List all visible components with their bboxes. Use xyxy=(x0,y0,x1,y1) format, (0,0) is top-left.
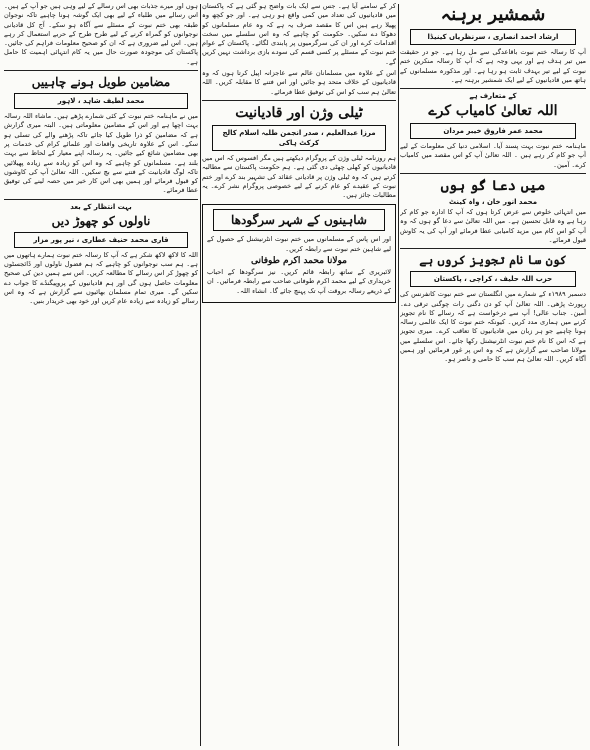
column-separator xyxy=(200,4,201,746)
pray-title: میں دعا گو ہوں xyxy=(440,178,546,195)
dua-title: اللہ تعالیٰ کامیاب کرے xyxy=(428,103,558,120)
left-column xyxy=(4,2,198,748)
novel-byline: قاری محمد حنیف عطاری ، نیر پور مزار xyxy=(14,232,188,248)
tv-title: ٹیلی وژن اور قادیانیت xyxy=(235,104,363,121)
name-title: کون سا نام تجویز کروں ہے xyxy=(419,253,567,268)
sargodha-box xyxy=(202,204,396,302)
long-byline: محمد لطیف شاہد ، لاہور xyxy=(14,93,188,109)
novel-title: ناولوں کو چھوڑ دیں xyxy=(51,213,151,228)
right-column xyxy=(400,2,586,748)
divider xyxy=(400,173,586,174)
heading-title: شمشیر برہنہ xyxy=(440,4,546,25)
name-body: دسمبر ۱۹۸۹ء کے شمارے میں انگلستان سے ختم نبوت کانفرنس کی رپورٹ پڑھی۔ اللہ تعالیٰ آپ کو دن دگنی رات چوگنی ترقی دے۔ آمین۔ جناب عالی! آپ سے درخواست ہے کہ رسالے کا نام تجویز کرنے میں ہماری مدد کریں۔ کیونکہ ختم نبوت کا ایک عالمی رسالہ ہونا چاہیے جو ہر زبان میں قادیانیوں کا تعاقب کرے۔ میری تجویز ہے کہ اس کا نام ختم نبوت انٹرنیشنل رکھا جائے۔ اس سلسلے میں مولانا صاحب سے گزارش ہے کہ وہ اس پر غور فرمائیں اور ہمیں آگاہ کریں۔ اللہ تعالیٰ ہم سب کا حامی و ناصر ہو۔ xyxy=(400,290,586,364)
tv-byline: مرزا عبدالعلیم ، صدر انجمن طلبہ اسلام کالج کرکٹ ہاکی xyxy=(212,125,386,151)
pray-body: میں انتہائی خلوص سے عرض کرتا ہوں کہ آپ کا ادارہ جو کام کر رہا ہے وہ قابل تحسین ہے۔ میں اللہ تعالیٰ سے دعا گو ہوں کہ وہ آپ کو اس کام میں مزید کامیابی عطا فرمائے اور آپ کی یہ کاوش قبول فرمائے۔ xyxy=(400,208,586,244)
heading-byline: ارشاد احمد انصاری ، سرنظریاں کینیڈا xyxy=(410,29,576,45)
left-top-body: ہوں اور میرے جذبات بھی اس رسالے کے لیے وہی ہیں جو آپ کے ہیں۔ اس رسالے میں طلباء کے لیے بھی ایک گوشہ ہونا چاہیے تاکہ نوجوان طبقہ بھی ختم نبوت کے مسئلے سے آگاہ ہو سکے۔ آج کل قادیانی نوجوانوں کو گمراہ کرنے کے لیے طرح طرح کے حربے استعمال کر رہے ہیں۔ اس لیے ضروری ہے کہ ان کو صحیح معلومات فراہم کی جائیں۔ پاکستان کی موجودہ صورت حال میں یہ کام انتہائی اہمیت کا حامل ہے۔ xyxy=(4,2,198,66)
dua-intro: کے متعارف ہے xyxy=(469,92,517,101)
column-separator xyxy=(398,4,399,746)
divider xyxy=(202,100,396,101)
box-title: شاہینوں کے شہر سرگودھا xyxy=(213,209,385,231)
box-body: اور اس پاس کے مسلمانوں میں ختم نبوت انٹرنیشنل کے حصول کے لیے شاہین ختم نبوت سے رابطہ کریں۔ xyxy=(207,235,391,253)
middle-top-body: کر کے سامنے آیا ہے۔ جس سے ایک بات واضح ہو گئی ہے کہ پاکستان میں قادیانیوں کی تعداد میں کمی واقع ہو رہی ہے۔ اور جو کچھ وہ پھیلا رہے ہیں اس کا مقصد صرف یہ ہے کہ وہ عام مسلمانوں کو دھوکا دے سکیں۔ حکومت کو چاہیے کہ وہ اس سلسلے میں سخت اقدامات کرے اور ان کی سرگرمیوں پر پابندی لگائے۔ پاکستان کے عوام ختم نبوت کے مسئلے پر کسی قسم کی سودے بازی برداشت نہیں کریں گے۔ xyxy=(202,2,396,66)
novel-body: اللہ کا لاکھ لاکھ شکر ہے کہ آپ کا رسالہ ختم نبوت ہمارے ہاتھوں میں ہے۔ ہم سب نوجوانوں کو چاہیے کہ ہم فضول ناولوں اور ڈائجسٹوں کو چھوڑ کر اس رسالے کا مطالعہ کریں۔ اس سے ہمیں دین کی صحیح معلومات حاصل ہوں گی اور ہم قادیانیوں کے پروپیگنڈے کا جواب دے سکیں گے۔ میری تمام مسلمان بھائیوں سے گزارش ہے کہ وہ اس رسالے کو زیادہ سے زیادہ عام کریں اور خود بھی خریدار بنیں۔ xyxy=(4,250,198,306)
middle-column xyxy=(202,2,396,748)
tv-body: ہم روزنامہ ٹیلی وژن کے پروگرام دیکھتے ہیں مگر افسوس کہ اس میں قادیانیوں کو کھلی چھٹی دی گئی ہے۔ ہم حکومت پاکستان سے مطالبہ کرتے ہیں کہ وہ ٹیلی وژن پر قادیانی عقائد کی تشہیر بند کرے اور ختم نبوت کے عقیدے کو عام کرنے کے لیے خصوصی پروگرام نشر کرے۔ یہ مطالبات جائز ہیں۔ xyxy=(202,153,396,200)
divider xyxy=(4,199,198,200)
middle-top-body-2: اس کے علاوہ میں مسلمانان عالم سے عاجزانہ اپیل کرتا ہوں کہ وہ قادیانیوں کے خلاف متحد ہو جائیں اور اس فتنے کا مقابلہ کریں۔ اللہ تعالیٰ ہم سب کو اس کی توفیق عطا فرمائے۔ xyxy=(202,69,396,96)
divider xyxy=(4,70,198,71)
dua-byline: محمد عمر فاروق خیبر مردان xyxy=(410,123,576,139)
pray-byline: محمد انور خان ، واہ کینٹ xyxy=(448,198,538,207)
box-body-2: لائبریری کے ساتھ رابطہ قائم کریں۔ نیز سرگودھا کے احباب خریداری کے لیے محمد اکرم طوفانی صاحب سے رابطہ فرمائیں۔ ان کے ذریعے رسالہ بروقت آپ تک پہنچ جائے گا۔ انشاء اللہ۔ xyxy=(207,268,391,295)
divider xyxy=(400,248,586,249)
long-title: مضامین طویل ہونے چاہییں xyxy=(31,75,171,90)
heading-body: آپ کا رسالہ ختم نبوت باقاعدگی سے مل رہا ہے۔ جو در حقیقت میں تیر ہدف ہے اور یہی وجہ ہے کہ آپ کا رسالہ منکرین ختم نبوت کے لیے تیر بہدف ثابت ہو رہا ہے۔ اور مذکورہ مسلمانوں کے ہاتھ میں قادیانیوں کے لیے ایک شمشیر برہنہ ہے۔ xyxy=(400,48,586,84)
dua-body: ماہنامہ ختم نبوت بہت پسند آیا۔ اسلامی دنیا کی معلومات کے لیے آپ جو کام کر رہے ہیں ۔ اللہ تعالیٰ آپ کو اس مقصد میں کامیاب کرے۔ آمین۔ xyxy=(400,142,586,169)
box-name: مولانا محمد اکرم طوفانی xyxy=(251,256,347,267)
divider xyxy=(400,88,586,89)
novel-intro: بہت انتظار کے بعد xyxy=(70,202,132,211)
name-byline: حزب اللہ حلیف ، کراچی ، پاکستان xyxy=(410,271,576,287)
long-body: میں نے ماہنامہ ختم نبوت کے کئی شمارے پڑھے ہیں۔ ماشاء اللہ رسالہ بہت اچھا ہے اور اس کے مضامین معلوماتی ہیں۔ البتہ میری گزارش ہے کہ مضامین کو ذرا طویل کیا جائے تاکہ پڑھنے والے کی تسلی ہو سکے۔ اس کے علاوہ تاریخی واقعات اور علمائے کرام کی خدمات پر بھی مضامین شائع کیے جائیں۔ یہ رسالہ اپنے معیار کے لحاظ سے بہت بلند ہے۔ مسلمانوں کو چاہیے کہ وہ اس کو زیادہ سے زیادہ پھیلائیں تاکہ لوگ قادیانیت کے فتنے سے بچ سکیں۔ اللہ تعالیٰ آپ کی کاوشوں کو قبول فرمائے اور ہمیں بھی اس کار خیر میں حصہ لینے کی توفیق عطا فرمائے۔ xyxy=(4,112,198,195)
